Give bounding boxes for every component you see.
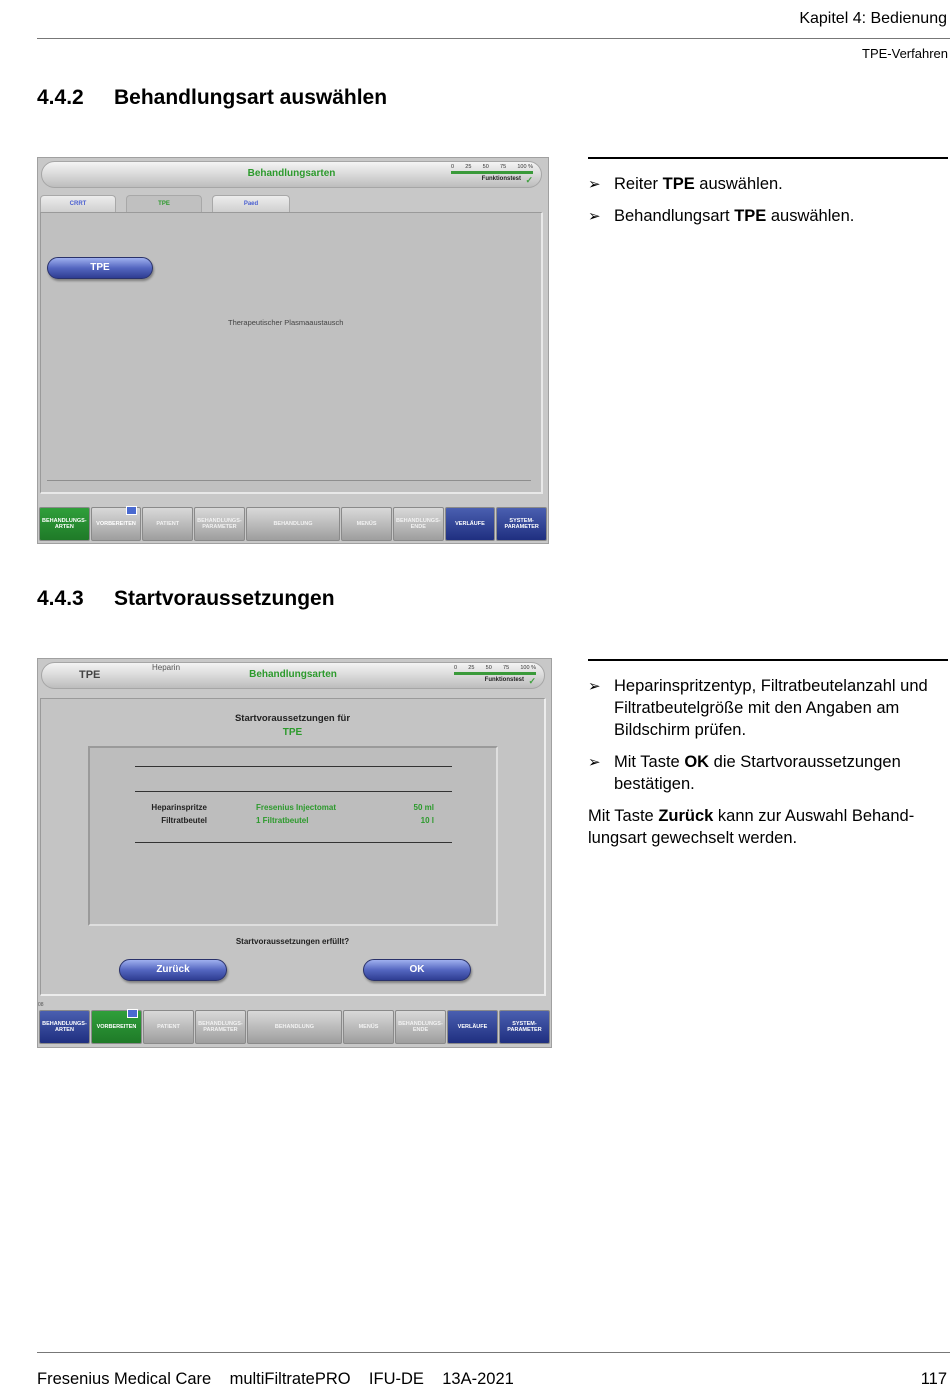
nav-prepare[interactable]: [91, 507, 142, 541]
section-title: Behandlungsart auswählen: [114, 86, 388, 109]
instruction-step: [588, 751, 948, 795]
start-conditions-panel: [40, 698, 546, 996]
nav-prepare[interactable]: [91, 1010, 142, 1044]
section-heading-443: [37, 587, 335, 611]
arrow-icon: ➢: [588, 677, 601, 695]
nav-history[interactable]: [445, 507, 496, 541]
treatment-panel: [40, 212, 543, 494]
instruction-step: [588, 205, 948, 227]
bottom-navigation: [39, 1006, 550, 1044]
scale-tick: 100 %: [520, 665, 536, 671]
scale-tick: 0: [451, 164, 455, 170]
back-button[interactable]: Zurück: [119, 959, 227, 981]
progress-scale: [454, 665, 536, 687]
step-bold: OK: [684, 753, 710, 771]
table-rule: [135, 791, 452, 792]
flag-icon: [126, 506, 137, 515]
instruction-note: [588, 805, 948, 849]
nav-label: BEHANDLUNG: [274, 1023, 315, 1030]
tab-tpe[interactable]: TPE: [126, 195, 202, 212]
nav-label: BEHANDLUNGS- ENDE: [395, 517, 441, 530]
progress-bar: [454, 672, 536, 675]
nav-treatment[interactable]: [247, 1010, 342, 1044]
nav-menus[interactable]: [341, 507, 392, 541]
chapter-heading: Kapitel 4: Bedienung: [799, 10, 947, 27]
condition-row: [90, 816, 496, 828]
nav-label: PATIENT: [157, 1023, 180, 1030]
nav-label: VORBEREITEN: [96, 520, 136, 527]
screen-title-bar: [41, 161, 542, 188]
mode-label: TPE: [79, 669, 101, 681]
function-test-label: Funktionstest: [481, 176, 521, 182]
nav-treatment-parameters[interactable]: [194, 507, 245, 541]
nav-label: BEHANDLUNGS- ENDE: [398, 1020, 443, 1033]
step-text: die Startvoraussetzungen bestätigen.: [614, 753, 901, 793]
progress-bar: [451, 171, 533, 174]
condition-value: 1 Filtratbeutel: [256, 816, 309, 825]
device-screen-start-conditions: [37, 658, 552, 1048]
nav-label: BEHANDLUNGS- ARTEN: [42, 1020, 87, 1033]
step-bold: TPE: [734, 207, 767, 225]
table-rule: [135, 842, 452, 843]
instructions-select-treatment: [588, 157, 948, 237]
panel-title: Startvoraussetzungen für: [234, 713, 351, 724]
nav-treatment-end[interactable]: [393, 507, 444, 541]
scale-tick: 100 %: [517, 164, 533, 170]
arrow-icon: ➢: [588, 207, 601, 225]
step-text: Heparinspritzentyp, Filtratbeutelanzahl und Filtratbeutelgröße mit den Angaben am Bildschirm prüfen.: [614, 677, 928, 739]
arrow-icon: ➢: [588, 175, 601, 193]
nav-menus[interactable]: [343, 1010, 394, 1044]
nav-label: PATIENT: [156, 520, 180, 527]
condition-label: Filtratbeutel: [161, 816, 207, 825]
scale-tick: 50: [485, 665, 492, 671]
instruction-step: [588, 173, 948, 195]
page-number: 117: [920, 1370, 947, 1388]
screen-title: Behandlungsarten: [249, 669, 337, 680]
tpe-button[interactable]: TPE: [47, 257, 153, 279]
scale-tick: 25: [468, 665, 475, 671]
step-bold: TPE: [662, 175, 695, 193]
ok-button[interactable]: OK: [363, 959, 471, 981]
scale-tick: 0: [454, 665, 458, 671]
step-text: Reiter: [614, 175, 663, 193]
progress-scale: [451, 164, 533, 186]
note-bold: Zurück: [658, 807, 714, 825]
condition-value: Fresenius Injectomat: [256, 803, 337, 812]
nav-treatment-types[interactable]: [39, 507, 90, 541]
screen-title-bar: [41, 662, 545, 689]
scale-tick: 75: [503, 665, 510, 671]
instruction-rule: [588, 157, 948, 159]
panel-divider: [47, 480, 531, 481]
check-icon: ✓: [525, 175, 533, 185]
panel-mode: TPE: [282, 727, 303, 738]
check-icon: ✓: [528, 676, 536, 686]
nav-label: VERLÄUFE: [455, 520, 485, 527]
nav-label: MENÜS: [356, 520, 377, 527]
device-screen-treatment-types: [37, 157, 549, 544]
section-subtitle: TPE-Verfahren: [862, 46, 948, 61]
nav-label: SYSTEM- PARAMETER: [507, 1020, 542, 1033]
treatment-description: Therapeutischer Plasmaaustausch: [228, 318, 344, 327]
nav-label: MENÜS: [358, 1023, 379, 1030]
nav-system-parameters[interactable]: [496, 507, 547, 541]
footer-text: Fresenius Medical Care multiFiltratePRO IFU-DE 13A-2021: [37, 1370, 514, 1388]
instruction-step: [588, 675, 948, 741]
flag-icon: [127, 1009, 138, 1018]
nav-treatment[interactable]: [246, 507, 341, 541]
step-text: auswählen.: [694, 175, 783, 193]
nav-treatment-types[interactable]: [39, 1010, 90, 1044]
note-text: Mit Taste: [588, 807, 659, 825]
condition-amount: 50 ml: [413, 803, 434, 812]
screen-title: Behandlungsarten: [247, 168, 336, 179]
nav-label: BEHANDLUNGS- PARAMETER: [198, 1020, 243, 1033]
step-text: Mit Taste: [614, 753, 685, 771]
nav-patient[interactable]: [143, 1010, 194, 1044]
step-text: auswählen.: [766, 207, 855, 225]
section-number: 4.4.2: [37, 86, 84, 109]
function-test-label: Funktionstest: [484, 677, 524, 683]
nav-label: SYSTEM- PARAMETER: [504, 517, 539, 530]
nav-label: BEHANDLUNGS- ARTEN: [42, 517, 87, 530]
scale-tick: 50: [482, 164, 489, 170]
instruction-rule: [588, 659, 948, 661]
header-rule: [37, 38, 950, 39]
bottom-navigation: [39, 503, 547, 541]
start-conditions-question: Startvoraussetzungen erfüllt?: [235, 937, 350, 946]
step-text: Behandlungsart: [614, 207, 735, 225]
nav-label: VERLÄUFE: [457, 1023, 488, 1030]
nav-history[interactable]: [447, 1010, 498, 1044]
nav-system-parameters[interactable]: [499, 1010, 550, 1044]
conditions-box: [88, 746, 498, 926]
nav-label: BEHANDLUNGS- PARAMETER: [197, 517, 242, 530]
note-text: kann zur Auswahl Behand-lungsart gewechselt werden.: [588, 807, 915, 847]
nav-patient[interactable]: [142, 507, 193, 541]
tab-crrt[interactable]: CRRT: [40, 195, 116, 212]
instructions-start-conditions: [588, 659, 948, 849]
condition-amount: 10 l: [420, 816, 434, 825]
nav-label: VORBEREITEN: [96, 1023, 137, 1030]
section-number: 4.4.3: [37, 587, 84, 610]
section-heading-442: [37, 86, 387, 110]
condition-label: Heparinspritze: [151, 803, 207, 812]
corner-mark: 08: [38, 1002, 44, 1008]
nav-treatment-end[interactable]: [395, 1010, 446, 1044]
heparin-label: Heparin: [152, 663, 181, 672]
condition-row: [90, 803, 496, 815]
tab-paed[interactable]: Paed: [212, 195, 290, 212]
arrow-icon: ➢: [588, 753, 601, 771]
nav-treatment-parameters[interactable]: [195, 1010, 246, 1044]
table-rule: [135, 766, 452, 767]
scale-tick: 25: [465, 164, 472, 170]
footer-rule: [37, 1352, 950, 1353]
section-title: Startvoraussetzungen: [114, 587, 335, 610]
nav-label: BEHANDLUNG: [273, 520, 313, 527]
scale-tick: 75: [500, 164, 507, 170]
